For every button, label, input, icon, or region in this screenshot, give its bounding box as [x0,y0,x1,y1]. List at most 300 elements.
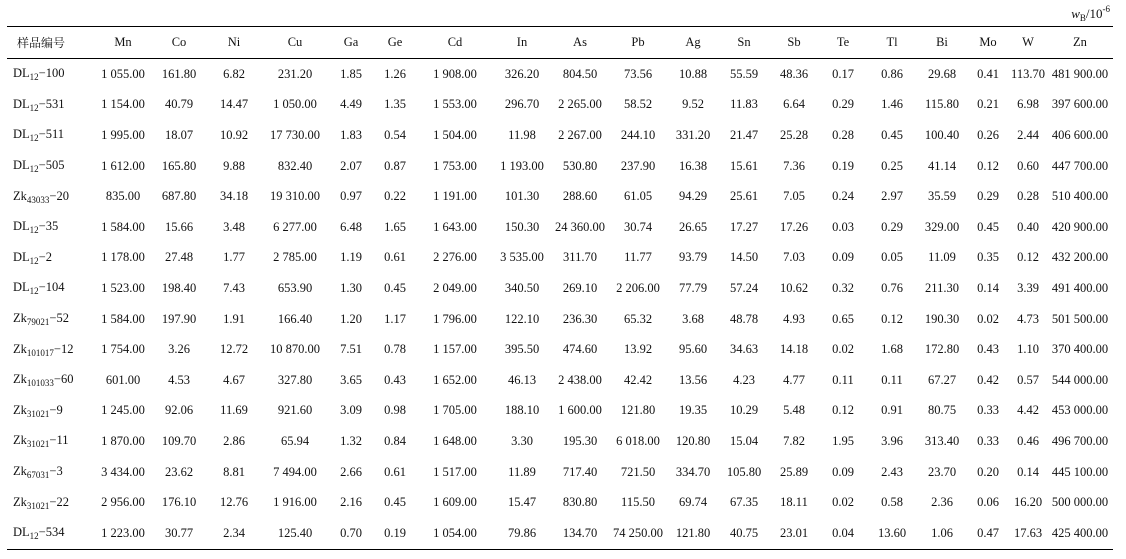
value-cell-in: 46.13 [507,372,537,387]
value-cell-zn: 425 400.00 [1047,518,1113,549]
value-cell-sb: 7.05 [783,189,805,204]
value-cell-as: 236.30 [562,311,598,326]
value-cell-cd: 1 553.00 [433,97,477,112]
table-row [7,518,1113,549]
sample-suffix: −505 [38,158,65,173]
value-cell-cd: 2 049.00 [433,280,477,295]
value-cell-cd: 1 517.00 [433,464,477,479]
sample-suffix: −22 [49,494,69,509]
value-cell-mn: 3 434.00 [101,464,145,479]
sample-suffix: −511 [38,127,65,142]
value-cell-mn: 1 754.00 [101,342,145,357]
sample-prefix: DL [13,249,30,264]
sample-subscript: 43033 [26,194,50,205]
value-cell-sb: 5.48 [783,403,805,418]
value-cell-co: 27.48 [164,250,194,265]
sample-suffix: −3 [49,464,63,479]
value-cell-ge: 0.19 [373,518,417,549]
value-cell-zn: 406 600.00 [1051,127,1109,142]
value-cell-te: 0.28 [832,127,854,142]
value-cell-sb: 6.64 [783,97,805,112]
value-cell-sb: 17.26 [779,219,809,234]
value-cell-w: 4.73 [1017,311,1039,326]
sample-prefix: DL [13,525,30,540]
value-cell-sb: 7.36 [783,158,805,173]
value-cell-as: 717.40 [562,464,598,479]
value-cell-te: 0.12 [832,403,854,418]
value-cell-ag: 19.35 [678,403,708,418]
value-cell-mo: 0.33 [977,433,999,448]
sample-suffix: −12 [53,341,74,356]
value-cell-ni: 4.67 [223,372,245,387]
sample-suffix: −11 [49,433,69,448]
value-cell-ag: 334.70 [675,464,711,479]
value-cell-in: 15.47 [507,495,537,510]
value-cell-in: 3 535.00 [500,250,544,265]
sample-id-cell [7,243,95,274]
value-cell-co: 15.66 [164,219,194,234]
value-cell-ag: 10.88 [678,66,708,81]
value-cell-cu: 7 494.00 [273,464,317,479]
value-cell-w: 4.42 [1017,403,1039,418]
value-cell-in: 150.30 [504,219,540,234]
value-cell-cu: 921.60 [277,403,313,418]
value-cell-ag: 331.20 [675,127,711,142]
value-cell-cu: 10 870.00 [270,342,320,357]
value-cell-bi: 115.80 [925,97,959,112]
table-row [7,273,1113,304]
value-cell-co: 198.40 [161,280,197,295]
value-cell-tl: 0.58 [881,495,903,510]
table-row [7,396,1113,427]
value-cell-cd: 1 753.00 [433,158,477,173]
value-cell-in: 340.50 [504,280,540,295]
value-cell-bi: 41.14 [927,158,957,173]
value-cell-cd: 1 157.00 [433,342,477,357]
value-cell-pb: 244.10 [620,127,656,142]
value-cell-ge: 0.61 [384,464,406,479]
value-cell-te: 0.11 [832,372,854,387]
value-cell-tl: 0.12 [881,311,903,326]
value-cell-as: 269.10 [562,280,598,295]
value-cell-sn: 34.63 [729,342,759,357]
sample-id-cell [7,457,95,488]
column-header-mn: Mn [95,27,151,59]
table-row [7,334,1113,365]
value-cell-as: 2 267.00 [558,127,602,142]
value-cell-bi: 313.40 [924,433,960,448]
value-cell-tl: 0.86 [881,66,903,81]
sample-id-cell [7,212,95,243]
sample-subscript: 12 [29,102,39,113]
value-cell-sb: 4.93 [783,311,805,326]
column-header-in: In [493,27,551,59]
value-cell-bi: 35.59 [927,189,957,204]
value-cell-cu: 17 730.00 [270,127,320,142]
table-row [7,243,1113,274]
value-cell-mo: 0.29 [977,189,999,204]
value-cell-te: 1.95 [832,433,854,448]
value-cell-ge: 1.35 [384,97,406,112]
value-cell-pb: 2 206.00 [616,280,660,295]
value-cell-w: 0.12 [1017,250,1039,265]
value-cell-as: 2 265.00 [558,97,602,112]
value-cell-sn: 4.23 [733,372,755,387]
value-cell-ni: 1.77 [223,250,245,265]
value-cell-ga: 1.83 [340,127,362,142]
value-cell-zn: 447 700.00 [1051,158,1109,173]
column-header-mo: Mo [967,27,1009,59]
value-cell-cu: 1 050.00 [273,97,317,112]
value-cell-sn: 57.24 [729,280,759,295]
sample-subscript: 12 [29,225,39,236]
sample-prefix: Zk [13,494,27,509]
value-cell-w: 0.46 [1017,433,1039,448]
sample-subscript: 79021 [26,317,50,328]
table-body [7,59,1113,550]
sample-prefix: DL [13,219,30,234]
value-cell-ag: 16.38 [678,158,708,173]
value-cell-bi: 211.30 [925,280,959,295]
value-cell-as: 830.80 [562,495,598,510]
value-cell-te: 0.04 [819,518,867,549]
value-cell-tl: 2.43 [881,464,903,479]
sample-subscript: 12 [29,164,39,175]
value-cell-ag: 3.68 [682,311,704,326]
sample-suffix: −9 [49,402,63,417]
value-cell-mn: 1 178.00 [101,250,145,265]
value-cell-pb: 237.90 [620,158,656,173]
value-cell-mn: 1 223.00 [95,518,151,549]
value-cell-te: 0.29 [832,97,854,112]
value-cell-ge: 0.43 [384,372,406,387]
value-cell-ge: 0.78 [384,342,406,357]
column-header-cu: Cu [261,27,329,59]
value-cell-ga: 1.30 [340,280,362,295]
value-cell-ni: 3.48 [223,219,245,234]
sample-subscript: 101017 [26,347,54,358]
value-cell-sn: 40.75 [719,518,769,549]
header-row [7,27,1113,59]
value-cell-co: 176.10 [161,495,197,510]
value-cell-sn: 10.29 [729,403,759,418]
value-cell-in: 101.30 [504,189,540,204]
value-cell-ga: 4.49 [340,97,362,112]
value-cell-mn: 2 956.00 [101,495,145,510]
sample-prefix: DL [13,66,30,81]
value-cell-cu: 2 785.00 [273,250,317,265]
value-cell-bi: 67.27 [927,372,957,387]
sample-subscript: 12 [29,133,39,144]
value-cell-ni: 10.92 [219,127,249,142]
sample-prefix: Zk [13,311,27,326]
value-cell-mo: 0.47 [967,518,1009,549]
value-cell-co: 23.62 [164,464,194,479]
value-cell-ag: 13.56 [678,372,708,387]
value-cell-tl: 0.25 [881,158,903,173]
value-cell-ag: 77.79 [678,280,708,295]
sample-subscript: 101033 [26,378,54,389]
value-cell-tl: 1.68 [881,342,903,357]
column-header-ag: Ag [667,27,719,59]
value-cell-sn: 25.61 [729,189,759,204]
value-cell-mn: 1 245.00 [101,403,145,418]
value-cell-ga: 2.16 [340,495,362,510]
value-cell-w: 0.14 [1017,464,1039,479]
value-cell-bi: 23.70 [927,464,957,479]
value-cell-mn: 1 870.00 [101,433,145,448]
value-cell-pb: 115.50 [621,495,655,510]
sample-id-cell [7,365,95,396]
value-cell-pb: 11.77 [624,250,652,265]
value-cell-mn: 1 995.00 [101,127,145,142]
value-cell-as: 195.30 [562,433,598,448]
value-cell-te: 0.02 [832,342,854,357]
sample-id-cell [7,151,95,182]
value-cell-tl: 0.29 [881,219,903,234]
value-cell-tl: 13.60 [867,518,917,549]
value-cell-ag: 69.74 [678,495,708,510]
column-header-sb: Sb [769,27,819,59]
value-cell-sn: 15.61 [729,158,759,173]
sample-subscript: 31021 [26,439,50,450]
table-row [7,120,1113,151]
column-header-tl: Tl [867,27,917,59]
value-cell-as: 530.80 [562,158,598,173]
value-cell-mn: 1 584.00 [101,219,145,234]
table-header [7,27,1113,59]
value-cell-zn: 397 600.00 [1051,97,1109,112]
value-cell-in: 1 193.00 [500,158,544,173]
value-cell-ni: 12.72 [219,342,249,357]
value-cell-as: 804.50 [562,66,598,81]
value-cell-mn: 1 523.00 [101,280,145,295]
value-cell-w: 0.57 [1017,372,1039,387]
value-cell-cd: 1 796.00 [433,311,477,326]
value-cell-mn: 1 154.00 [101,97,145,112]
value-cell-mo: 0.21 [977,97,999,112]
sample-prefix: Zk [13,433,27,448]
value-cell-sn: 21.47 [729,127,759,142]
value-cell-mo: 0.35 [977,250,999,265]
sample-id-cell [7,90,95,121]
value-cell-ga: 3.65 [340,372,362,387]
value-cell-sn: 67.35 [729,495,759,510]
value-cell-co: 18.07 [164,127,194,142]
sample-suffix: −534 [38,525,65,540]
table-row [7,181,1113,212]
column-header-w: W [1009,27,1047,59]
table-row [7,212,1113,243]
value-cell-sn: 105.80 [726,464,762,479]
value-cell-mo: 0.02 [977,311,999,326]
value-cell-pb: 65.32 [623,311,653,326]
value-cell-ni: 14.47 [219,97,249,112]
sample-prefix: Zk [13,464,27,479]
sample-suffix: −60 [53,372,74,387]
value-cell-in: 122.10 [504,311,540,326]
value-cell-in: 11.98 [508,127,536,142]
value-cell-ge: 0.45 [384,495,406,510]
column-header-pb: Pb [609,27,667,59]
value-cell-zn: 481 900.00 [1051,66,1109,81]
sample-subscript: 12 [29,72,39,83]
sample-prefix: Zk [13,402,27,417]
value-cell-pb: 74 250.00 [609,518,667,549]
column-header-ga: Ga [329,27,373,59]
value-cell-mn: 601.00 [105,372,141,387]
value-cell-bi: 190.30 [924,311,960,326]
unit-subscript: B [1079,13,1086,23]
value-cell-cu: 231.20 [277,66,313,81]
table-row [7,457,1113,488]
value-cell-as: 474.60 [562,342,598,357]
value-cell-te: 0.09 [832,250,854,265]
value-cell-ag: 120.80 [675,433,711,448]
value-cell-cu: 653.90 [277,280,313,295]
value-cell-ge: 0.22 [384,189,406,204]
value-cell-mn: 1 055.00 [101,66,145,81]
column-header-sn: Sn [719,27,769,59]
value-cell-ge: 1.65 [384,219,406,234]
value-cell-ga: 1.19 [340,250,362,265]
value-cell-pb: 121.80 [620,403,656,418]
value-cell-ge: 1.26 [384,66,406,81]
value-cell-sb: 48.36 [779,66,809,81]
value-cell-pb: 6 018.00 [616,433,660,448]
value-cell-ni: 1.91 [223,311,245,326]
value-cell-zn: 501 500.00 [1051,311,1109,326]
value-cell-mn: 1 584.00 [101,311,145,326]
sample-suffix: −531 [38,96,65,111]
value-cell-pb: 721.50 [620,464,656,479]
value-cell-ni: 12.76 [219,495,249,510]
value-cell-cu: 327.80 [277,372,313,387]
value-cell-te: 0.19 [832,158,854,173]
value-cell-co: 40.79 [164,97,194,112]
value-cell-pb: 73.56 [623,66,653,81]
value-cell-ga: 7.51 [340,342,362,357]
value-cell-as: 311.70 [563,250,597,265]
value-cell-w: 0.40 [1017,219,1039,234]
value-cell-sn: 17.27 [729,219,759,234]
value-cell-tl: 0.45 [881,127,903,142]
value-cell-ag: 121.80 [667,518,719,549]
value-cell-mo: 0.12 [977,158,999,173]
value-cell-bi: 80.75 [927,403,957,418]
value-cell-cu: 832.40 [277,158,313,173]
value-cell-sb: 14.18 [779,342,809,357]
value-cell-in: 11.89 [508,464,536,479]
value-cell-in: 3.30 [511,433,533,448]
value-cell-bi: 172.80 [924,342,960,357]
value-cell-sb: 18.11 [780,495,808,510]
sample-id-cell [7,334,95,365]
value-cell-co: 4.53 [168,372,190,387]
value-cell-sn: 14.50 [729,250,759,265]
unit-label [1071,4,1110,23]
value-cell-zn: 432 200.00 [1051,250,1109,265]
value-cell-te: 0.65 [832,311,854,326]
value-cell-bi: 11.09 [928,250,956,265]
value-cell-zn: 370 400.00 [1051,342,1109,357]
sample-id-cell [7,273,95,304]
value-cell-sn: 15.04 [729,433,759,448]
value-cell-sb: 23.01 [769,518,819,549]
sample-id-cell [7,181,95,212]
sample-subscript: 12 [29,255,39,266]
value-cell-as: 24 360.00 [555,219,605,234]
value-cell-ag: 94.29 [678,189,708,204]
table-row [7,59,1113,90]
value-cell-cd: 1 705.00 [433,403,477,418]
value-cell-ge: 1.17 [384,311,406,326]
value-cell-ni: 7.43 [223,280,245,295]
value-cell-bi: 100.40 [924,127,960,142]
column-header-bi: Bi [917,27,967,59]
value-cell-te: 0.09 [832,464,854,479]
sample-subscript: 31021 [26,500,50,511]
value-cell-mo: 0.42 [977,372,999,387]
value-cell-mo: 0.26 [977,127,999,142]
value-cell-ga: 1.85 [340,66,362,81]
sample-suffix: −2 [38,249,52,264]
value-cell-ag: 26.65 [678,219,708,234]
value-cell-as: 2 438.00 [558,372,602,387]
value-cell-te: 0.17 [832,66,854,81]
sample-suffix: −20 [49,188,69,203]
value-cell-te: 0.32 [832,280,854,295]
sample-prefix: DL [13,127,30,142]
value-cell-cd: 1 191.00 [433,189,477,204]
value-cell-zn: 445 100.00 [1051,464,1109,479]
value-cell-sb: 7.82 [783,433,805,448]
value-cell-ga: 0.97 [340,189,362,204]
value-cell-pb: 30.74 [623,219,653,234]
column-header-co: Co [151,27,207,59]
value-cell-sb: 25.28 [779,127,809,142]
sample-id-cell [7,396,95,427]
value-cell-tl: 0.05 [881,250,903,265]
value-cell-ge: 0.84 [384,433,406,448]
value-cell-zn: 510 400.00 [1051,189,1109,204]
value-cell-ga: 1.32 [340,433,362,448]
value-cell-w: 17.63 [1009,518,1047,549]
sample-suffix: −35 [38,219,59,234]
value-cell-cd: 2 276.00 [433,250,477,265]
value-cell-cd: 1 652.00 [433,372,477,387]
value-cell-sb: 7.03 [783,250,805,265]
value-cell-w: 0.28 [1017,189,1039,204]
value-cell-tl: 2.97 [881,189,903,204]
value-cell-co: 687.80 [161,189,197,204]
value-cell-co: 165.80 [161,158,197,173]
value-cell-ag: 9.52 [682,97,704,112]
value-cell-w: 16.20 [1013,495,1043,510]
value-cell-mo: 0.06 [977,495,999,510]
value-cell-te: 0.03 [832,219,854,234]
value-cell-cu: 166.40 [277,311,313,326]
value-cell-in: 326.20 [504,66,540,81]
sample-subscript: 12 [29,286,39,297]
sample-subscript: 12 [29,531,39,542]
value-cell-co: 92.06 [164,403,194,418]
value-cell-in: 188.10 [504,403,540,418]
value-cell-bi: 29.68 [927,66,957,81]
value-cell-ga: 3.09 [340,403,362,418]
value-cell-ni: 2.34 [207,518,261,549]
column-header-te: Te [819,27,867,59]
